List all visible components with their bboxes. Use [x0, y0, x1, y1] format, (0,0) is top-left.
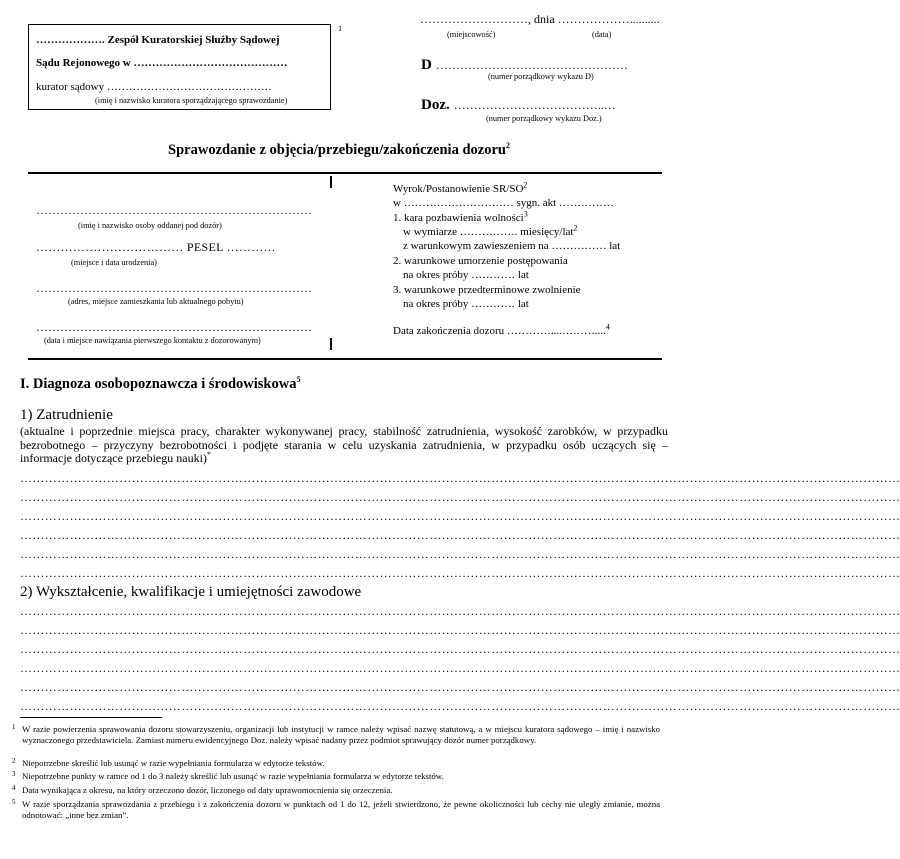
early-release-item: 3. warunkowe przedterminowe zwolnienie [393, 284, 581, 296]
judgment-label: Wyrok/Postanowienie SR/SO [393, 183, 524, 195]
doz-caption: (numer porządkowy wykazu Doz.) [486, 114, 602, 123]
date-caption: (data) [592, 30, 612, 39]
title-footnote-ref: 2 [505, 141, 510, 151]
employment-dot-line: …………………………………………………………………………………………………………………………………………………………………………………………… [20, 547, 900, 561]
footnote-3 [12, 771, 660, 782]
team-name: ………………. Zespół Kuratorskiej Służby Sądowej [36, 34, 280, 46]
first-contact-caption: (data i miejsce nawiązania pierwszego kontaktu z dozorowanym) [44, 336, 261, 345]
footnote-number: 3 [12, 770, 16, 778]
employment-description-text: (aktualne i poprzednie miejsca pracy, charakter wykonywanej pracy, stabilność zatrudnienia, wysokość zarobków, w przypadku bezrobotnego – przyczyny bezrobotności i podjęte starania w celu uzyskania zatrudnienia, w przypadku osób uczących się – informacje dotyczące przebiegu nauki) [20, 424, 668, 466]
end-date-label: Data zakończenia dozoru …………....……….... [393, 325, 606, 337]
suspension-line: z warunkowym zawieszeniem na …………… lat [403, 240, 621, 252]
employment-dot-line: …………………………………………………………………………………………………………………………………………………………………………………………… [20, 566, 900, 580]
supervision-end-date [393, 322, 610, 337]
subsection-employment-description [20, 425, 668, 466]
address-caption: (adres, miejsce zamieszkania lub aktualnego pobytu) [68, 297, 244, 306]
footnote-5 [12, 799, 660, 821]
footnote-1 [12, 724, 660, 746]
box-footnote-ref: 1 [338, 24, 343, 33]
officer-caption: (imię i nazwisko kuratora sporządzającego sprawozdanie) [95, 96, 288, 105]
doz-register-field [421, 96, 616, 114]
address-field: …………………………………………………………… [36, 281, 312, 295]
subsection-education-title: 2) Wykształcenie, kwalifikacje i umiejętności zawodowe [20, 584, 362, 600]
conditional-discontinuance-item: 2. warunkowe umorzenie postępowania [393, 255, 568, 267]
birth-caption: (miejsce i data urodzenia) [71, 258, 157, 267]
document-title [0, 142, 678, 159]
judgment-footnote-ref: 2 [523, 180, 528, 190]
divider-tick-top [330, 176, 332, 188]
block-top-rule [28, 172, 662, 174]
employment-asterisk: * [206, 450, 211, 460]
employment-dot-line: …………………………………………………………………………………………………………………………………………………………………………………………… [20, 528, 900, 542]
block-bottom-rule [28, 358, 662, 360]
footnote-2 [12, 758, 660, 769]
judgment-line [393, 180, 528, 195]
section-1-heading [20, 376, 300, 393]
footnote-text: Niepotrzebne skreślić lub usunąć w razie wypełniania formularza w edytorze tekstów. [22, 758, 325, 768]
footnote-text: Niepotrzebne punkty w ramce od 1 do 3 należy skreślić lub usunąć w razie wypełniania formularza w edytorze tekstów. [22, 771, 444, 781]
footnote-number: 2 [12, 757, 16, 765]
sentence-length-label: w wymiarze ……………. miesięcy/lat [403, 226, 574, 238]
employment-dot-line: …………………………………………………………………………………………………………………………………………………………………………………………… [20, 509, 900, 523]
section-1-footnote-ref: 5 [296, 375, 301, 385]
doz-label: Doz. [421, 97, 450, 113]
imprisonment-label: 1. kara pozbawienia wolności [393, 212, 524, 224]
discontinuance-probation-line: na okres próby ………… lat [403, 269, 529, 281]
footnote-text: W razie sporządzania sprawozdania z przebiegu i z zakończenia dozoru w punktach od 1 do 12, jeżeli stwierdzono, że pewne okoliczności lub cechy nie uległy zmianie, można odnotować: „inne bez zmian”. [22, 799, 660, 820]
court-name: Sądu Rejonowego w …………………………………… [36, 57, 288, 69]
imprisonment-footnote-ref: 3 [523, 209, 528, 219]
footnote-number: 5 [12, 798, 16, 806]
first-contact-field: …………………………………………………………… [36, 320, 312, 334]
court-header-box [28, 24, 331, 110]
officer-field: kurator sądowy ……………………………………… [36, 81, 272, 93]
footnote-separator [20, 717, 162, 718]
footnote-number: 4 [12, 784, 16, 792]
d-label: D [421, 57, 432, 73]
person-name-field: …………………………………………………………… [36, 203, 312, 217]
education-dot-line: …………………………………………………………………………………………………………………………………………………………………………………………… [20, 642, 900, 656]
early-release-probation-line: na okres próby ………… lat [403, 298, 529, 310]
doz-dots: ………………………………..… [453, 98, 616, 112]
section-1-heading-text: I. Diagnoza osobopoznawcza i środowiskowa [20, 376, 297, 392]
footnote-4 [12, 785, 660, 796]
education-dot-line: …………………………………………………………………………………………………………………………………………………………………………………………… [20, 680, 900, 694]
d-dots: ………………………………………… [435, 58, 628, 72]
imprisonment-item [393, 209, 528, 224]
place-caption: (miejscowość) [447, 30, 496, 39]
document-title-text: Sprawozdanie z objęcia/przebiegu/zakończenia dozoru [168, 142, 506, 158]
footnote-text: W razie powierzenia sprawowania dozoru stowarzyszeniu, organizacji lub instytucji w ramce należy wpisać nazwę statutową, a w miejscu kuratora sądowego – imię i nazwisko wyznaczonego przedstawiciela. Zamiast numeru ewidencyjnego Doz. należy wpisać nadany przez podmiot sprawujący dozór numer porządkowy. [22, 724, 660, 745]
sentence-length-line [403, 223, 578, 238]
footnote-text: Data wynikająca z okresu, na który orzeczono dozór, liczonego od daty uprawomocnienia się orzeczenia. [22, 785, 393, 795]
subsection-employment-title: 1) Zatrudnienie [20, 407, 113, 423]
place-date-field: ………………………, dnia ……………….......... [420, 12, 660, 26]
education-dot-line: …………………………………………………………………………………………………………………………………………………………………………………………… [20, 604, 900, 618]
d-caption: (numer porządkowy wykazu D) [488, 72, 594, 81]
employment-dot-line: …………………………………………………………………………………………………………………………………………………………………………………………… [20, 471, 900, 485]
person-name-caption: (imię i nazwisko osoby oddanej pod dozór) [78, 221, 222, 230]
education-dot-line: …………………………………………………………………………………………………………………………………………………………………………………………… [20, 623, 900, 637]
education-dot-line: …………………………………………………………………………………………………………………………………………………………………………………………… [20, 661, 900, 675]
footnote-number: 1 [12, 723, 16, 731]
divider-tick-bottom [330, 338, 332, 350]
sentence-length-footnote-ref: 2 [573, 223, 578, 233]
employment-dot-line: …………………………………………………………………………………………………………………………………………………………………………………………… [20, 490, 900, 504]
education-dot-line: …………………………………………………………………………………………………………………………………………………………………………………………… [20, 699, 900, 713]
end-date-footnote-ref: 4 [605, 322, 610, 332]
birth-pesel-field: ……………………………… PESEL ………… [36, 240, 276, 254]
court-signature-line: w ………………………… sygn. akt …………… [393, 197, 614, 209]
